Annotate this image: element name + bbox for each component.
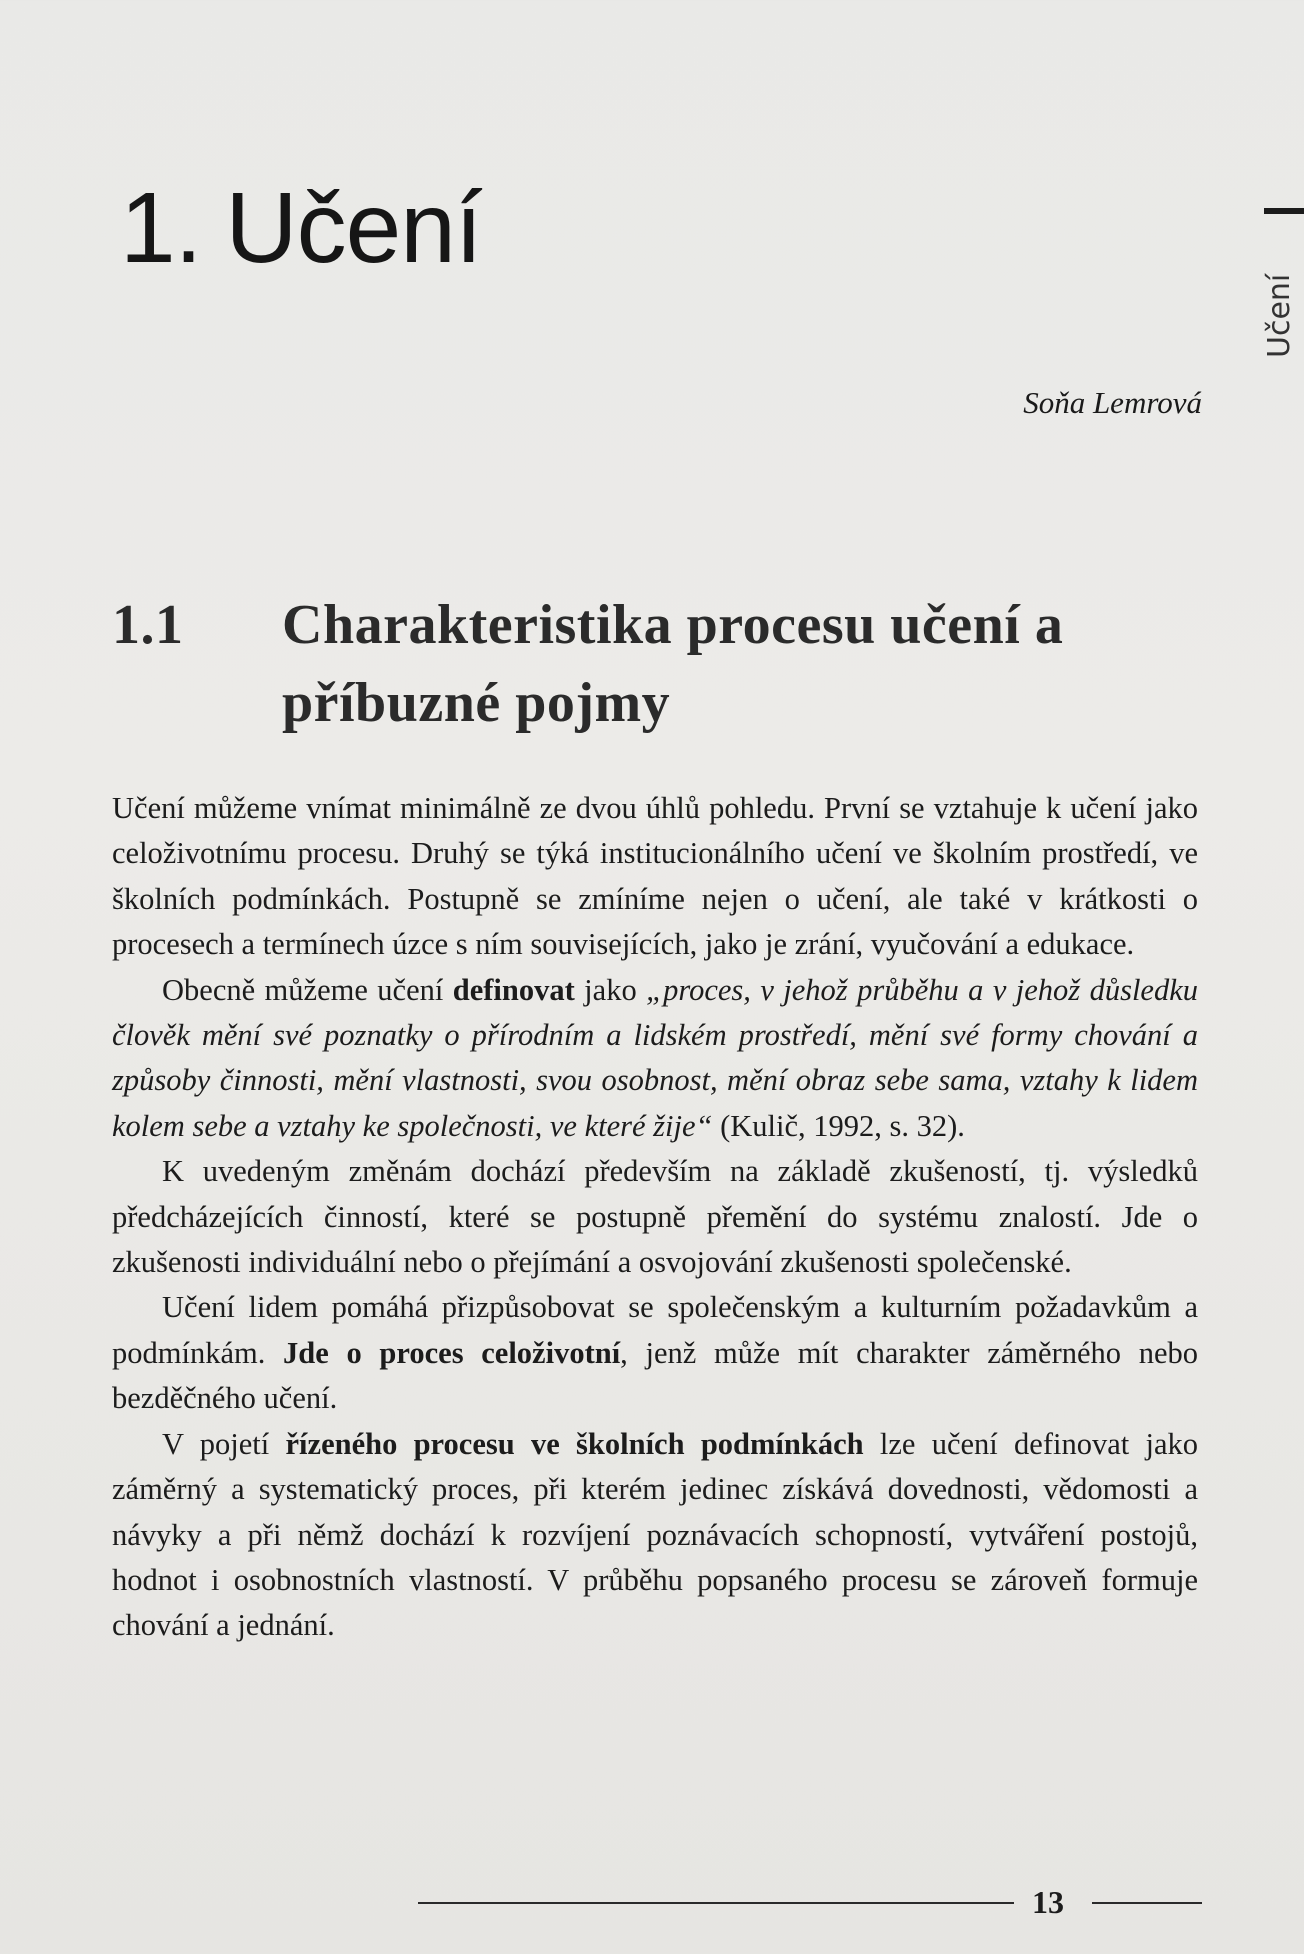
text-run: , jenž může mít charakter záměrného nebo bezděčného učení.	[112, 1335, 1198, 1416]
paragraph	[112, 1285, 1198, 1421]
paragraph: K uvedeným změnám dochází především na základě zkušeností, tj. výsledků předcházejících činností, které se postupně přemění do systému znalostí. Jde o zkušenosti individuální nebo o přejímání a osvojování zkušenosti společenské.	[112, 1154, 1198, 1280]
text-run: jako	[574, 972, 647, 1007]
bold-term: definovat	[452, 972, 575, 1007]
author-name: Soňa Lemrová	[1023, 385, 1202, 420]
paragraph	[112, 1422, 1198, 1649]
side-tab-marker	[1264, 208, 1304, 214]
chapter-title-text: Učení	[225, 172, 482, 284]
body-text	[112, 786, 1198, 1649]
text-run: Obecně můžeme učení	[162, 972, 453, 1007]
paragraph	[112, 968, 1198, 1150]
text-run: V pojetí	[162, 1426, 286, 1461]
section-heading	[112, 586, 1212, 742]
text-run: Učení lidem pomáhá přizpůsobovat se společenským a kulturním požadavkům a podmínkám.	[112, 1290, 1198, 1370]
text-run: lze učení definovat jako záměrný a systematický proces, při kterém jedinec získává dovednosti, vědomosti a návyky a při němž dochází k rozvíjení poznávacích schopností, vytváření postojů, hodnot i osobnostních vlastností. V průběhu popsaného procesu se zároveň formuje chování a jednání.	[112, 1426, 1199, 1643]
side-tab-label: Učení	[1262, 273, 1297, 358]
page-footer	[418, 1880, 1202, 1924]
bold-term: řízeného procesu ve školních podmínkách	[285, 1426, 864, 1461]
page-number: 13	[1032, 1884, 1064, 1920]
footer-rule	[1092, 1902, 1202, 1904]
citation: (Kulič, 1992, s. 32).	[712, 1108, 965, 1143]
definition-quote: „proces, v jehož průběhu a v jehož důsledku člověk mění své poznatky o přírodním a lidském prostředí, mění své formy chování a způsoby činnosti, mění vlastnosti, svou osobnost, mění obraz sebe sama, vztahy k lidem kolem sebe a vztahy ke společnosti, ve které žije“	[112, 972, 1198, 1143]
footer-rule	[418, 1902, 1014, 1904]
chapter-title	[120, 172, 482, 284]
bold-term: Jde o proces celoživotní	[283, 1335, 621, 1370]
section-title: Charakteristika procesu učení a příbuzné pojmy	[282, 594, 1064, 734]
paragraph: Učení můžeme vnímat minimálně ze dvou úhlů pohledu. První se vztahuje k učení jako celoživotnímu procesu. Druhý se týká institucionálního učení ve školním prostředí, ve školních podmínkách. Postupně se zmíníme nejen o učení, ale také v krátkosti o procesech a termínech úzce s ním souvisejících, jako je zrání, vyučování a edukace.	[112, 791, 1198, 962]
chapter-number: 1.	[120, 172, 202, 284]
section-number: 1.1	[112, 594, 184, 656]
